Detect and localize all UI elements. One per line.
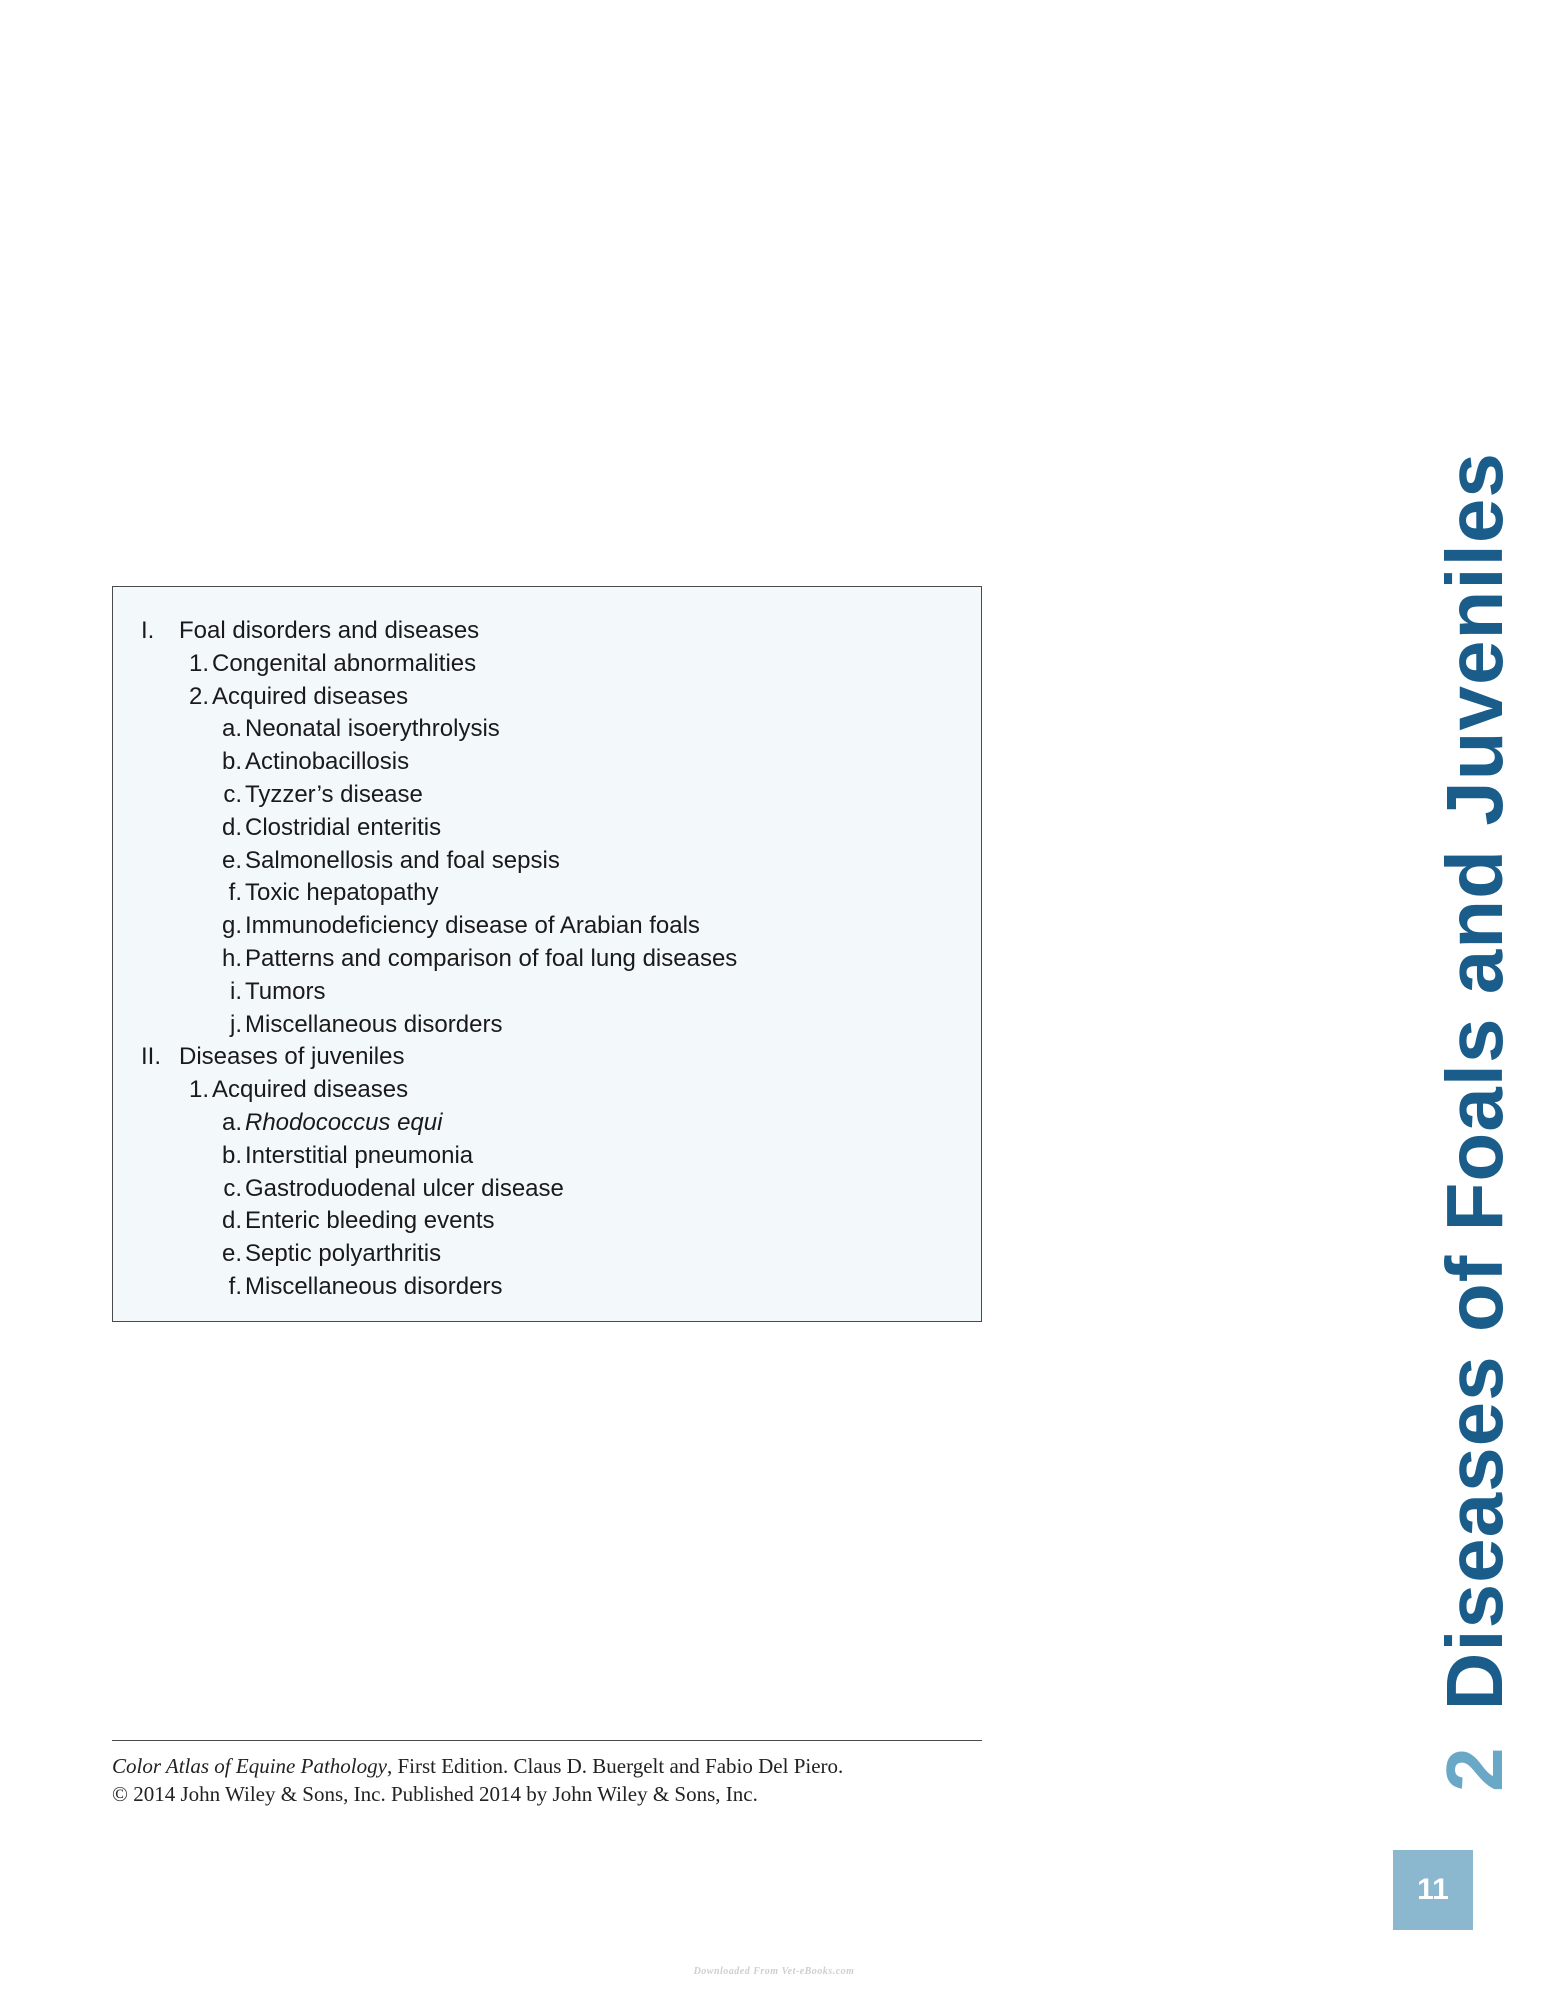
outline-item-label: Miscellaneous disorders [245,1272,503,1300]
outline-item-label: Foal disorders and diseases [179,617,480,644]
outline-item-marker: e. [221,1240,242,1268]
outline-item-marker: e. [221,846,242,874]
outline-item-marker: d. [221,813,242,841]
outline-item-marker: a. [221,715,242,743]
chapter-outline-box: I. Foal disorders and diseases 1. Congenital abnormalities 2. Acquired diseases a. Neonatal isoerythrolysis b. Actinobacillosis c. Tyzzer’s disease d. Clostridial enteritis e. Salmonellosis and foal sepsis f. Toxic hepatopathy g. Immunodeficiency disease of Arabian foals h. Patterns and comparison of foal lung diseases i. Tumors j. Miscellaneous disorders II. Diseases of juveniles 1. Acquired diseases a. Rhodococcus equi b. Interstitial pneumonia c. Gastroduodenal ulcer disease d. Enteric bleeding events e. Septic polyarthritis f. Miscellaneous disorders [112,586,982,1322]
outline-item-marker: h. [221,944,242,972]
outline-item-marker: a. [221,1108,242,1136]
outline-item-marker: d. [221,1207,242,1235]
footer-rule [112,1740,982,1741]
outline-item-label: Interstitial pneumonia [245,1141,474,1169]
outline-item-label: Tyzzer’s disease [245,780,423,808]
outline-item-label: Gastroduodenal ulcer disease [245,1174,564,1202]
outline-item-marker: 1. [188,649,209,677]
citation-edition-authors: , First Edition. Claus D. Buergelt and Fabio Del Piero. [386,1754,844,1778]
outline-item-label: Enteric bleeding events [245,1207,495,1235]
outline-item-label: Diseases of juveniles [179,1043,405,1071]
outline-item-marker: g. [221,912,242,940]
chapter-number: 2 [1430,1746,1519,1792]
outline-item-label: Tumors [245,977,326,1005]
outline-item-label: Actinobacillosis [245,748,410,776]
outline-item-marker: f. [228,879,242,907]
outline-item-label: Immunodeficiency disease of Arabian foals [245,912,700,940]
outline-item-marker: 1. [188,1076,209,1104]
outline-item-marker: i. [230,977,242,1005]
outline-item-marker: c. [223,1174,242,1202]
outline-item-label: Salmonellosis and foal sepsis [245,846,560,874]
citation-line-2: © 2014 John Wiley & Sons, Inc. Published 2014 by John Wiley & Sons, Inc. [112,1782,758,1806]
outline-item-label: Acquired diseases [212,682,409,710]
outline-item-marker: b. [221,1141,242,1169]
chapter-heading [1430,452,1519,1792]
book-citation [112,1752,992,1808]
outline-item-label: Patterns and comparison of foal lung diseases [245,944,738,972]
outline-item-marker: 2. [188,682,209,710]
outline-item-marker: j. [230,1010,242,1038]
citation-line-1 [112,1752,992,1780]
outline-item-label: Clostridial enteritis [245,813,442,841]
outline-item-label: Acquired diseases [212,1076,409,1104]
page-number: 11 [1393,1850,1473,1930]
citation-book-title: Color Atlas of Equine Pathology [112,1754,387,1778]
watermark: Downloaded From Vet-eBooks.com [693,1966,855,1977]
outline-item-label: Congenital abnormalities [212,649,477,677]
outline-item-label: Septic polyarthritis [245,1240,442,1268]
outline-item-marker: f. [228,1272,242,1300]
outline-item-label: Rhodococcus equi [245,1108,443,1136]
outline-item-label: Neonatal isoerythrolysis [245,715,500,743]
outline-item-label: Miscellaneous disorders [245,1010,503,1038]
outline-item-label: Toxic hepatopathy [245,879,439,907]
outline-item-marker: c. [223,780,242,808]
outline-item-marker: b. [221,748,242,776]
chapter-title: Diseases of Foals and Juveniles [1430,452,1519,1711]
